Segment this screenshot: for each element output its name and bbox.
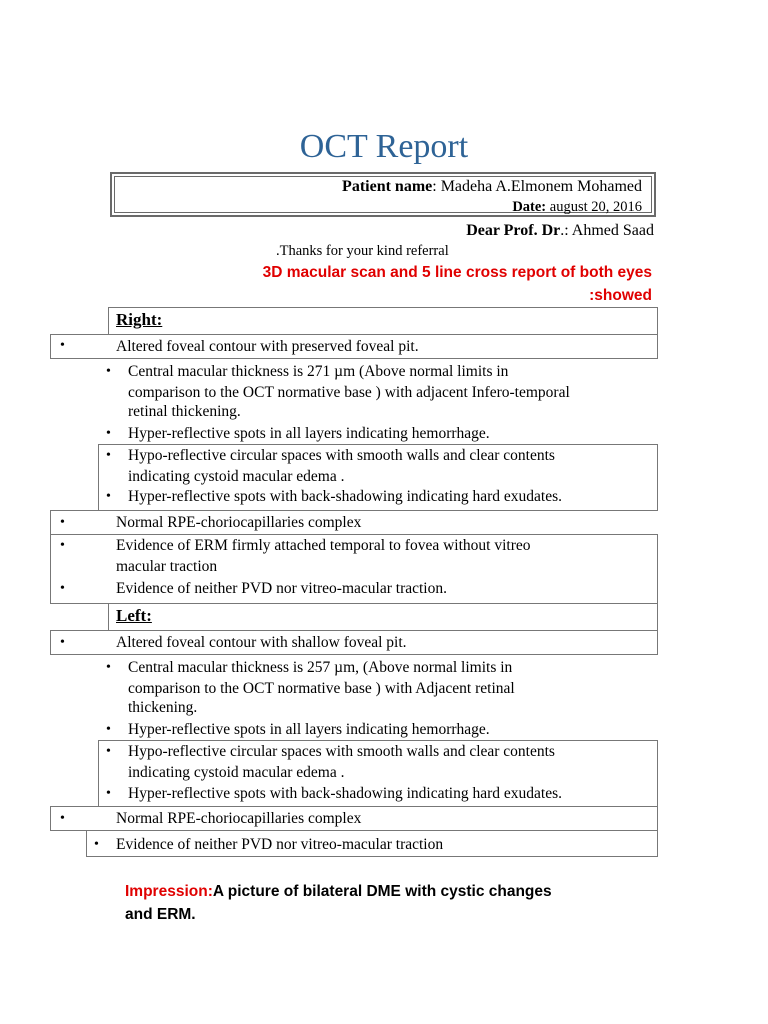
bullet: •	[60, 538, 65, 553]
greeting-line	[466, 222, 654, 240]
right-finding-8: Evidence of neither PVD nor vitreo-macular traction.	[116, 580, 447, 597]
bullet: •	[60, 515, 65, 530]
greeting-label: Dear Prof. Dr	[466, 222, 561, 239]
bullet: •	[106, 744, 111, 759]
bullet: •	[106, 364, 111, 379]
patient-name-label: Patient name	[342, 178, 433, 195]
greeting-sep: .:	[560, 222, 572, 239]
patient-info-box	[110, 172, 656, 217]
bullet: •	[106, 426, 111, 441]
right-finding-2: Central macular thickness is 271 µm (Above normal limits in	[128, 363, 509, 380]
bullet: •	[60, 635, 65, 650]
right-finding-4b: indicating cystoid macular edema .	[128, 468, 345, 485]
thanks-line: .Thanks for your kind referral	[276, 243, 449, 259]
impression-text-cont: and ERM.	[125, 906, 196, 923]
bullet: •	[60, 811, 65, 826]
left-finding-2b: comparison to the OCT normative base ) with Adjacent retinal	[128, 680, 515, 697]
scan-showed: :showed	[589, 287, 652, 304]
right-finding-4: Hypo-reflective circular spaces with smooth walls and clear contents	[128, 447, 555, 464]
left-finding-5: Hyper-reflective spots with back-shadowing indicating hard exudates.	[128, 785, 562, 802]
right-finding-7b: macular traction	[116, 558, 218, 575]
left-finding-2c: thickening.	[128, 699, 198, 716]
right-finding-3: Hyper-reflective spots in all layers indicating hemorrhage.	[128, 425, 490, 442]
date-label: Date:	[512, 199, 547, 215]
impression-label: Impression:	[125, 883, 213, 900]
left-finding-6: Normal RPE-choriocapillaries complex	[116, 810, 362, 827]
report-date-line	[512, 199, 642, 216]
date-value: august 20, 2016	[546, 199, 642, 215]
bullet: •	[106, 660, 111, 675]
left-finding-4: Hypo-reflective circular spaces with smooth walls and clear contents	[128, 743, 555, 760]
right-finding-5: Hyper-reflective spots with back-shadowing indicating hard exudates.	[128, 488, 562, 505]
right-finding-6: Normal RPE-choriocapillaries complex	[116, 514, 362, 531]
left-finding-3: Hyper-reflective spots in all layers indicating hemorrhage.	[128, 721, 490, 738]
left-eye-heading: Left:	[116, 606, 152, 625]
scan-description: 3D macular scan and 5 line cross report of both eyes	[262, 264, 652, 281]
patient-name-sep: :	[432, 178, 441, 195]
bullet: •	[106, 722, 111, 737]
doctor-name: Ahmed Saad	[571, 222, 654, 239]
right-finding-2c: retinal thickening.	[128, 403, 241, 420]
bullet: •	[106, 448, 111, 463]
left-finding-7: Evidence of neither PVD nor vitreo-macular traction	[116, 836, 444, 853]
bullet: •	[60, 581, 65, 596]
right-finding-1: Altered foveal contour with preserved foveal pit.	[116, 338, 419, 355]
patient-name-line	[342, 178, 642, 196]
left-finding-1: Altered foveal contour with shallow foveal pit.	[116, 634, 407, 651]
patient-name-value: Madeha A.Elmonem Mohamed	[440, 178, 642, 195]
right-eye-heading: Right:	[116, 310, 163, 329]
left-finding-2: Central macular thickness is 257 µm, (Above normal limits in	[128, 659, 513, 676]
bullet: •	[94, 837, 99, 852]
impression-text: A picture of bilateral DME with cystic changes	[212, 883, 552, 900]
right-finding-7: Evidence of ERM firmly attached temporal to fovea without vitreo	[116, 537, 531, 554]
bullet: •	[106, 786, 111, 801]
left-finding-4b: indicating cystoid macular edema .	[128, 764, 345, 781]
bullet: •	[60, 338, 65, 353]
impression-line	[125, 883, 552, 901]
right-finding-2b: comparison to the OCT normative base ) with adjacent Infero-temporal	[128, 384, 570, 401]
report-title: OCT Report	[299, 128, 469, 165]
bullet: •	[106, 489, 111, 504]
